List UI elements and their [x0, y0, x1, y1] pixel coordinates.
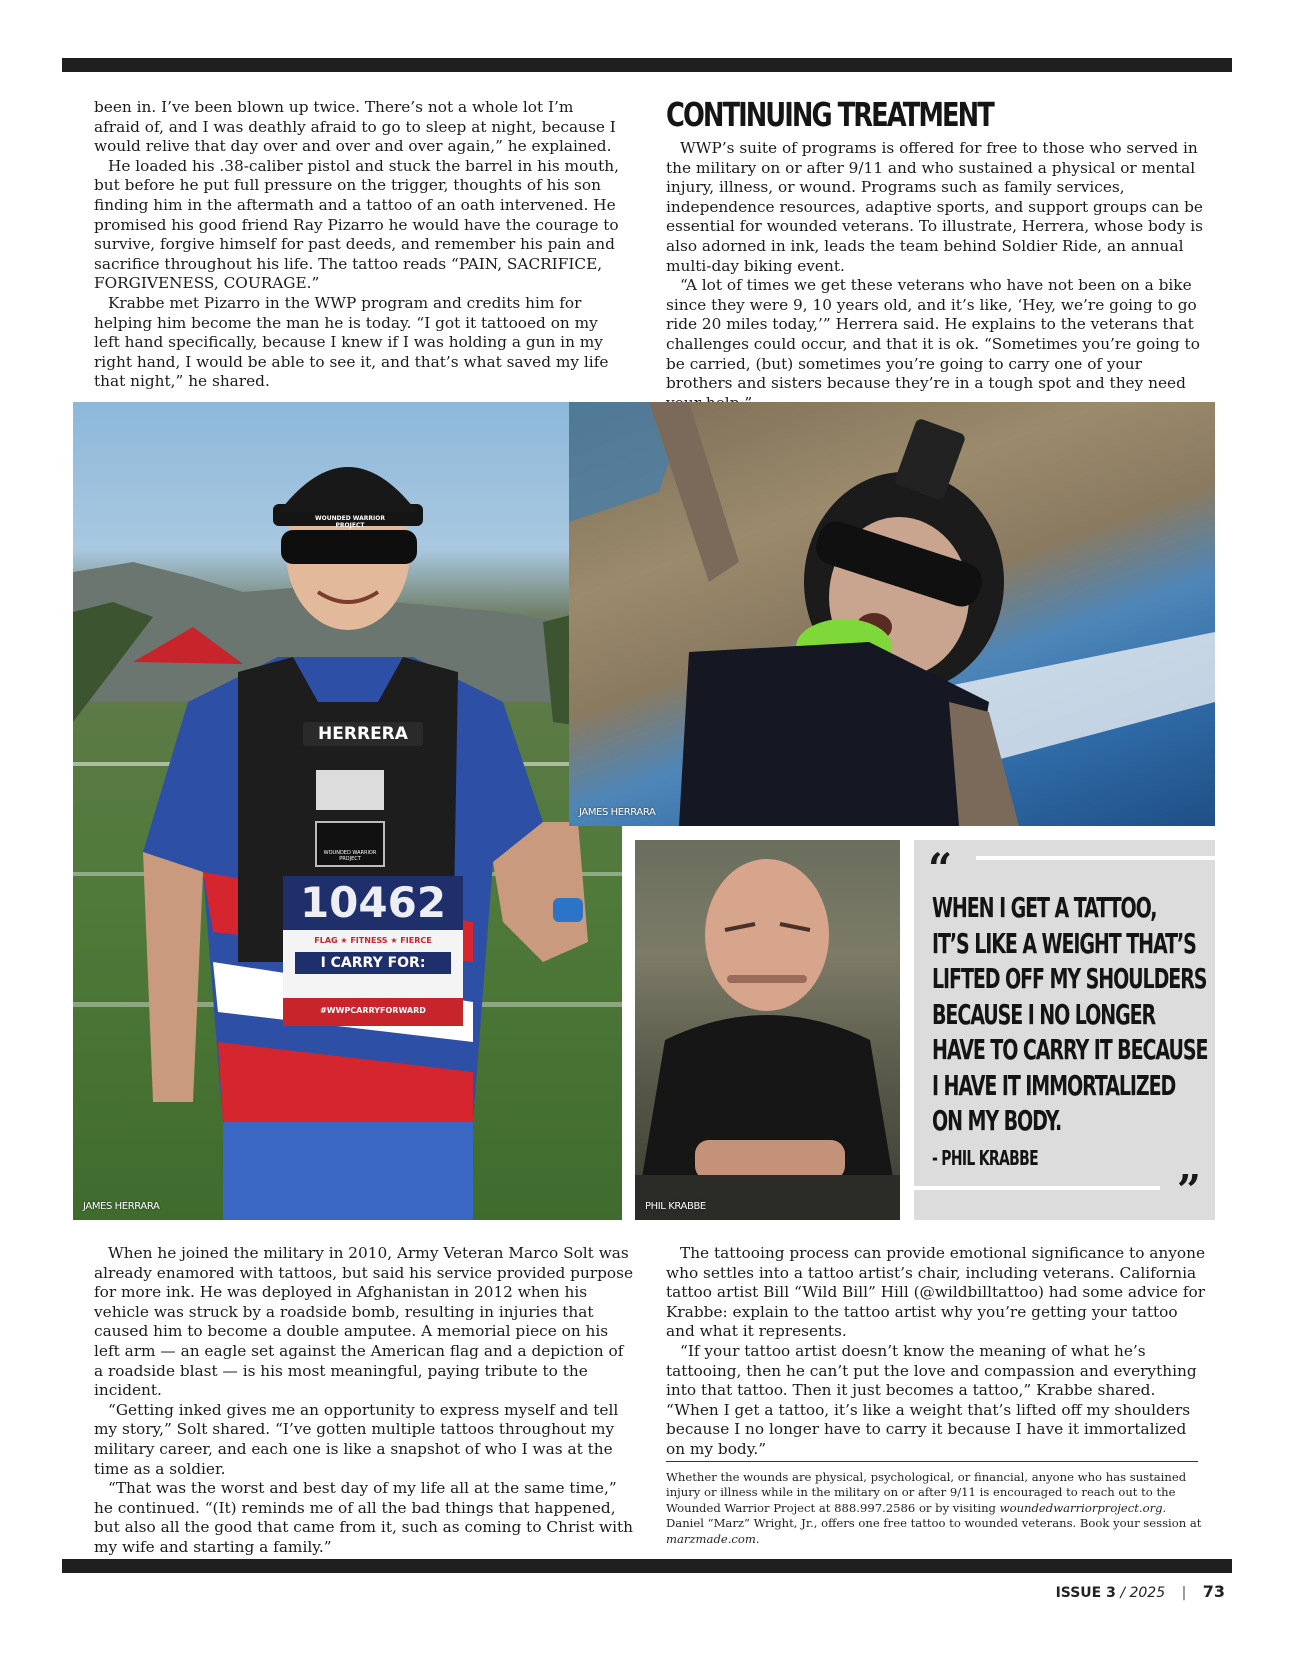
footnote-text: .: [755, 1531, 760, 1546]
photo-credit: JAMES HERRARA: [579, 807, 656, 818]
issue-year: / 2025: [1120, 1585, 1166, 1601]
issue-label: ISSUE 3: [1055, 1585, 1116, 1601]
pull-quote-line: LIFTED OFF MY SHOULDERS: [932, 962, 1207, 995]
pull-quote-line: I HAVE IT IMMORTALIZED: [932, 1068, 1176, 1102]
paragraph: “Getting inked gives me an opportunity to express myself and tell my story,” Solt shared. “I’ve gotten multiple tattoos throughout my military career, and each one is like a snapshot of who I was at the time as a soldier.: [94, 1400, 619, 1478]
section-heading: CONTINUING TREATMENT: [666, 95, 993, 134]
photo-credit: PHIL KRABBE: [645, 1201, 706, 1212]
folio-separator: |: [1181, 1585, 1187, 1601]
folio: [1056, 1582, 1225, 1601]
paragraph: Krabbe met Pizarro in the WWP program and credits him for helping him become the man he is today. “I got it tattooed on my left hand specifically, because I knew if I was holding a gun in my right hand, I would be able to see it, and that’s what saved my life that night,” he shared.: [94, 293, 609, 391]
close-quote-mark: ”: [1176, 1166, 1201, 1215]
paragraph: “That was the worst and best day of my life all at the same time,” he continued. “(It) reminds me of all the bad things that happened, but also all the good that came from it, such as coming to Christ with my wife and starting a family.”: [94, 1479, 634, 1556]
pull-quote-line: IT’S LIKE A WEIGHT THAT’S: [932, 926, 1196, 960]
race-bib-hashtag: #WWPCARRYFORWARD: [320, 1006, 426, 1015]
pull-quote-attribution: - PHIL KRABBE: [932, 1146, 1038, 1170]
footnote-link-marzmade[interactable]: marzmade.com: [666, 1531, 756, 1546]
pull-quote-text: [932, 890, 1208, 1139]
pull-quote-line: WHEN I GET A TATTOO,: [932, 891, 1157, 924]
pull-quote: [914, 840, 1215, 1220]
paragraph: The tattooing process can provide emotional significance to anyone who settles into a tattoo artist’s chair, including veterans. California tattoo artist Bill “Wild Bill” Hill (@wildbilltattoo) had some advice for Krabbe: explain to the tattoo artist why you’re getting your tattoo and what it represents.: [666, 1244, 1206, 1341]
pull-quote-bar-bottom: [914, 1186, 1160, 1190]
top-rule: [62, 58, 1232, 72]
vest-patch-text: WOUNDED WARRIOR PROJECT: [323, 850, 377, 862]
photo-krabbe-illustration: [635, 840, 900, 1220]
article-column-top-right: [666, 139, 1206, 413]
pull-quote-line: BECAUSE I NO LONGER: [932, 997, 1156, 1031]
bottom-rule: [62, 1559, 1232, 1573]
cap-logo-text: WOUNDED WARRIOR PROJECT: [315, 515, 385, 529]
photo-skydive: [569, 402, 1215, 826]
paragraph: WWP’s suite of programs is offered for free to those who served in the military on or after 9/11 and who sustained a physical or mental injury, illness, or wound. Programs such as family services, independence resources, adaptive sports, and support groups can be essential for wounded veterans. To illustrate, Herrera, whose body is also adorned in ink, leads the team behind Soldier Ride, an annual multi-day biking event.: [666, 139, 1204, 275]
race-bib-number: 10462: [299, 878, 447, 927]
footnote-link-wwp[interactable]: woundedwarriorproject.org: [999, 1500, 1163, 1515]
paragraph: He loaded his .38-caliber pistol and stuck the barrel in his mouth, but before he put full pressure on the trigger, thoughts of his son finding him in the aftermath and a tattoo of an oath intervened. He promised his good friend Ray Pizarro he would have the courage to survive, forgive himself for past deeds, and remember his pain and sacrifice throughout his life. The tattoo reads “PAIN, SACRIFICE, FORGIVENESS, COURAGE.”: [94, 156, 619, 293]
race-bib-tagline: FLAG ★ FITNESS ★ FIERCE: [314, 936, 432, 945]
pull-quote-line: ON MY BODY.: [932, 1104, 1062, 1137]
page-number: 73: [1202, 1582, 1225, 1601]
paragraph: When he joined the military in 2010, Army Veteran Marco Solt was already enamored with tattoos, but said his service provided purpose for more ink. He was deployed in Afghanistan in 2012 when his vehicle was struck by a roadside bomb, resulting in injuries that caused him to become a double amputee. A memorial piece on his left arm — an eagle set against the American flag and a depiction of a roadside blast — is his most meaningful, paying tribute to the incident.: [94, 1244, 634, 1400]
open-quote-mark: “: [928, 844, 953, 893]
paragraph: “If your tattoo artist doesn’t know the meaning of what he’s tattooing, then he can’t put the love and compassion and everything into that tattoo. Then it just becomes a tattoo,” Krabbe shared. “When I get a tattoo, it’s like a weight that’s lifted off my shoulders because I no longer have to carry it because I have it immortalized on my body.”: [666, 1341, 1197, 1458]
pull-quote-line: HAVE TO CARRY IT BECAUSE: [932, 1033, 1208, 1066]
article-column-bottom-left: [94, 1244, 634, 1558]
footnote-text: Whether the wounds are physical, psychological, or financial, anyone who has sustained injury or illness while in the military on or after 9/11 is encouraged to reach out to the Wounded Warrior Project at 888.997.2586 or by visiting: [666, 1470, 1187, 1515]
photo-credit: JAMES HERRARA: [83, 1201, 160, 1212]
pull-quote-bar-top: [976, 856, 1215, 860]
paragraph: been in. I’ve been blown up twice. There’s not a whole lot I’m afraid of, and I was deathly afraid to go to sleep at night, because I would relive that day over and over and over again,” he explained.: [94, 98, 616, 156]
photo-krabbe: [635, 840, 900, 1220]
footnote-divider: [666, 1461, 1198, 1462]
vest-nameplate: HERRERA: [318, 724, 408, 744]
article-column-top-left: [94, 98, 624, 392]
photo-herrera-vest: [73, 402, 622, 1220]
photo-skydive-illustration: [569, 402, 1215, 826]
article-column-bottom-right: [666, 1244, 1206, 1460]
footnote: [666, 1470, 1206, 1547]
race-bib-carry-label: I CARRY FOR:: [295, 952, 451, 974]
paragraph: “A lot of times we get these veterans who have not been on a bike since they were 9, 10 years old, and it’s like, ‘Hey, we’re going to go ride 20 miles today,’” Herrera said. He explains to the veterans that challenges could occur, and that it is ok. “Sometimes you’re going to be carried, (but) sometimes you’re going to carry one of your brothers and sisters because they’re in a tough spot and they need: [666, 276, 1200, 393]
footnote-text: . Daniel “Marz” Wright, Jr., offers one free tattoo to wounded veterans. Book your session at: [666, 1500, 1202, 1531]
